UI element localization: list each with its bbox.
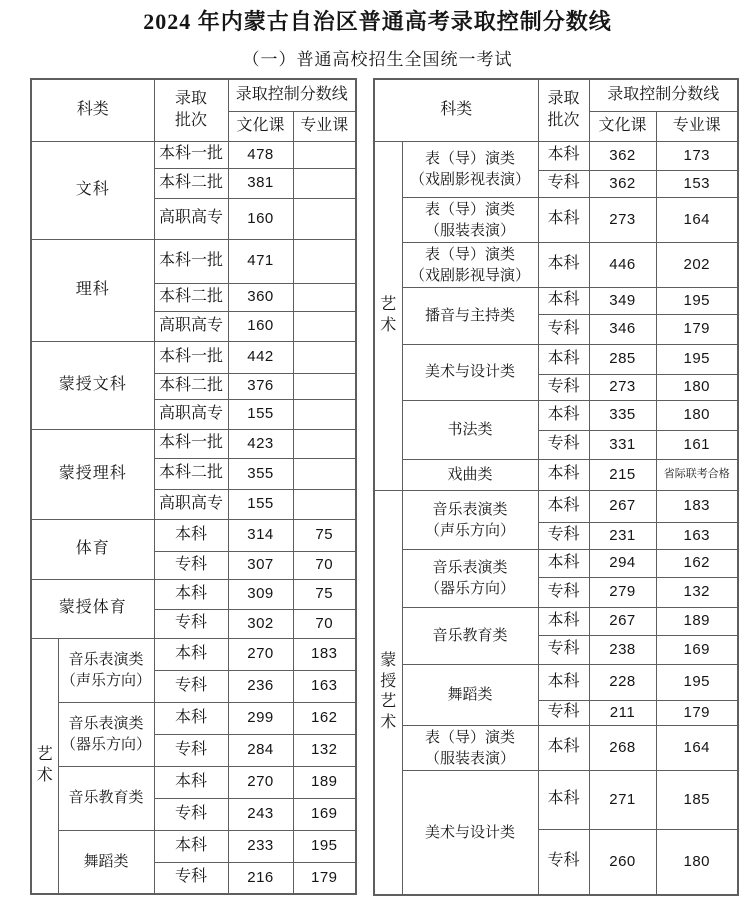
major-cell: 195 [656, 287, 738, 314]
major-cell: 70 [293, 551, 356, 579]
culture-cell: 284 [228, 734, 293, 766]
major-cell: 省际联考合格 [656, 459, 738, 490]
batch-cell: 本科 [154, 830, 228, 862]
major-cell: 195 [656, 664, 738, 700]
culture-cell: 273 [589, 197, 656, 242]
category-line2: （器乐方向） [61, 736, 152, 753]
culture-cell: 211 [589, 700, 656, 725]
category-cell [402, 197, 538, 242]
major-cell: 180 [656, 400, 738, 430]
major-cell [293, 373, 356, 399]
header-score-line: 录取控制分数线 [589, 79, 738, 111]
category-line1: 表（导）演类 [425, 245, 516, 263]
batch-cell: 专科 [154, 670, 228, 702]
batch-cell: 专科 [154, 551, 228, 579]
left-score-table [30, 78, 357, 895]
culture-cell: 228 [589, 664, 656, 700]
culture-cell: 302 [228, 609, 293, 638]
culture-cell: 273 [589, 374, 656, 400]
category-line2: （戏剧影视表演） [410, 171, 531, 188]
category-line2: （声乐方向） [425, 521, 516, 539]
subject-cell: 蒙授文科 [31, 341, 154, 429]
header-major: 专业课 [293, 111, 356, 141]
major-cell: 189 [293, 766, 356, 798]
culture-cell: 285 [589, 344, 656, 374]
batch-cell: 专科 [538, 374, 589, 400]
culture-cell: 381 [228, 168, 293, 198]
category-line1: 音乐表演类 [432, 500, 508, 518]
major-cell: 195 [656, 344, 738, 374]
page-subtitle: （一）普通高校招生全国统一考试 [242, 50, 513, 69]
batch-cell: 专科 [538, 314, 589, 344]
category-cell: 舞蹈类 [402, 664, 538, 725]
culture-cell: 270 [228, 766, 293, 798]
category-line2: （服装表演） [425, 749, 516, 767]
category-line1: 音乐表演类 [68, 715, 144, 732]
batch-cell: 本科 [154, 638, 228, 670]
header-batch-line2: 批次 [175, 112, 208, 130]
batch-cell: 高职高专 [154, 198, 228, 239]
major-cell: 180 [656, 829, 738, 895]
major-cell [293, 239, 356, 283]
major-cell: 132 [656, 577, 738, 607]
category-line2: （器乐方向） [425, 580, 516, 597]
batch-cell: 本科 [538, 607, 589, 635]
culture-cell: 268 [589, 725, 656, 770]
header-score-line: 录取控制分数线 [228, 79, 356, 111]
batch-cell: 本科二批 [154, 458, 228, 489]
batch-cell: 本科二批 [154, 168, 228, 198]
batch-cell: 本科 [154, 766, 228, 798]
header-culture: 文化课 [589, 111, 656, 141]
batch-cell: 专科 [154, 609, 228, 638]
category-line2: （声乐方向） [61, 672, 152, 689]
batch-cell: 本科 [538, 141, 589, 170]
culture-cell: 376 [228, 373, 293, 399]
culture-cell: 160 [228, 198, 293, 239]
batch-cell: 本科 [538, 725, 589, 770]
subject-cell: 体育 [31, 519, 154, 579]
subject-cell: 蒙授体育 [31, 579, 154, 638]
culture-cell: 335 [589, 400, 656, 430]
category-line1: 表（导）演类 [425, 200, 516, 218]
batch-cell: 本科 [154, 519, 228, 551]
major-cell [293, 283, 356, 311]
batch-cell: 专科 [538, 577, 589, 607]
major-cell: 189 [656, 607, 738, 635]
culture-cell: 331 [589, 430, 656, 459]
major-cell: 163 [656, 522, 738, 549]
header-batch [154, 79, 228, 141]
culture-cell: 155 [228, 489, 293, 519]
subject-cell: 文科 [31, 141, 154, 239]
culture-cell: 243 [228, 798, 293, 830]
batch-cell: 本科一批 [154, 141, 228, 168]
culture-cell: 299 [228, 702, 293, 734]
batch-cell: 高职高专 [154, 399, 228, 429]
major-cell [293, 429, 356, 458]
category-cell: 音乐教育类 [58, 766, 154, 830]
major-cell: 163 [293, 670, 356, 702]
batch-cell: 本科 [538, 197, 589, 242]
major-cell: 75 [293, 519, 356, 551]
batch-cell: 高职高专 [154, 311, 228, 341]
category-cell: 舞蹈类 [58, 830, 154, 894]
major-cell [293, 399, 356, 429]
category-cell [402, 490, 538, 549]
category-line1: 音乐表演类 [68, 651, 144, 668]
category-line1: 表（导）演类 [425, 150, 516, 167]
major-cell: 202 [656, 242, 738, 287]
culture-cell: 423 [228, 429, 293, 458]
major-cell: 185 [656, 770, 738, 829]
subject-cell-art: 艺术 [31, 638, 58, 894]
batch-cell: 专科 [538, 635, 589, 664]
batch-cell: 专科 [538, 170, 589, 197]
major-cell: 161 [656, 430, 738, 459]
category-cell: 戏曲类 [402, 459, 538, 490]
batch-cell: 本科一批 [154, 429, 228, 458]
culture-cell: 238 [589, 635, 656, 664]
major-cell [293, 141, 356, 168]
culture-cell: 233 [228, 830, 293, 862]
culture-cell: 362 [589, 141, 656, 170]
batch-cell: 本科 [154, 702, 228, 734]
subject-cell-art: 艺术 [374, 141, 402, 490]
category-cell [58, 638, 154, 702]
major-cell [293, 198, 356, 239]
batch-cell: 专科 [538, 829, 589, 895]
culture-cell: 260 [589, 829, 656, 895]
major-cell: 75 [293, 579, 356, 609]
batch-cell: 本科 [538, 400, 589, 430]
batch-cell: 本科二批 [154, 283, 228, 311]
culture-cell: 270 [228, 638, 293, 670]
culture-cell: 160 [228, 311, 293, 341]
batch-cell: 本科 [538, 242, 589, 287]
culture-cell: 442 [228, 341, 293, 373]
subject-cell: 理科 [31, 239, 154, 341]
category-cell: 美术与设计类 [402, 344, 538, 400]
category-line1: 表（导）演类 [425, 728, 516, 746]
major-cell: 153 [656, 170, 738, 197]
culture-cell: 236 [228, 670, 293, 702]
culture-cell: 446 [589, 242, 656, 287]
right-score-table [373, 78, 739, 896]
batch-cell: 专科 [538, 430, 589, 459]
category-cell [402, 141, 538, 197]
major-cell: 164 [656, 197, 738, 242]
category-cell [402, 725, 538, 770]
category-cell [402, 242, 538, 287]
culture-cell: 307 [228, 551, 293, 579]
batch-cell: 本科二批 [154, 373, 228, 399]
batch-cell: 专科 [538, 700, 589, 725]
page-title: 2024 年内蒙古自治区普通高考录取控制分数线 [143, 9, 612, 34]
major-cell: 164 [656, 725, 738, 770]
major-cell [293, 168, 356, 198]
subject-cell: 蒙授理科 [31, 429, 154, 519]
major-cell [293, 458, 356, 489]
batch-cell: 本科 [538, 287, 589, 314]
major-cell: 169 [656, 635, 738, 664]
culture-cell: 309 [228, 579, 293, 609]
category-line2: （戏剧影视导演） [410, 266, 531, 284]
category-cell: 音乐教育类 [402, 607, 538, 664]
major-cell: 179 [656, 700, 738, 725]
batch-cell: 专科 [538, 522, 589, 549]
major-cell: 162 [656, 549, 738, 577]
culture-cell: 216 [228, 862, 293, 894]
category-line1: 音乐表演类 [432, 559, 508, 576]
category-cell: 播音与主持类 [402, 287, 538, 344]
header-batch-line1: 录取 [175, 89, 208, 107]
category-line2: （服装表演） [425, 221, 516, 239]
batch-cell: 本科一批 [154, 239, 228, 283]
culture-cell: 267 [589, 490, 656, 522]
batch-cell: 本科 [538, 344, 589, 374]
subject-cell-mongolian-art: 蒙授艺术 [374, 490, 402, 895]
header-batch-line2: 批次 [547, 112, 580, 130]
batch-cell: 专科 [154, 798, 228, 830]
category-cell: 美术与设计类 [402, 770, 538, 895]
batch-cell: 本科 [538, 490, 589, 522]
major-cell: 162 [293, 702, 356, 734]
culture-cell: 471 [228, 239, 293, 283]
major-cell: 169 [293, 798, 356, 830]
culture-cell: 231 [589, 522, 656, 549]
major-cell: 173 [656, 141, 738, 170]
major-cell: 180 [656, 374, 738, 400]
major-cell: 179 [293, 862, 356, 894]
culture-cell: 279 [589, 577, 656, 607]
culture-cell: 355 [228, 458, 293, 489]
major-cell: 132 [293, 734, 356, 766]
major-cell [293, 341, 356, 373]
header-batch [538, 79, 589, 141]
batch-cell: 本科 [538, 549, 589, 577]
culture-cell: 362 [589, 170, 656, 197]
culture-cell: 267 [589, 607, 656, 635]
culture-cell: 155 [228, 399, 293, 429]
header-subject: 科类 [31, 79, 154, 141]
batch-cell: 专科 [154, 862, 228, 894]
major-cell: 179 [656, 314, 738, 344]
culture-cell: 271 [589, 770, 656, 829]
category-cell [402, 549, 538, 607]
header-major: 专业课 [656, 111, 738, 141]
culture-cell: 478 [228, 141, 293, 168]
batch-cell: 本科 [538, 770, 589, 829]
major-cell: 183 [293, 638, 356, 670]
header-culture: 文化课 [228, 111, 293, 141]
major-cell: 195 [293, 830, 356, 862]
batch-cell: 本科一批 [154, 341, 228, 373]
major-cell: 183 [656, 490, 738, 522]
culture-cell: 215 [589, 459, 656, 490]
batch-cell: 本科 [538, 664, 589, 700]
batch-cell: 专科 [154, 734, 228, 766]
header-batch-line1: 录取 [547, 89, 580, 107]
culture-cell: 360 [228, 283, 293, 311]
culture-cell: 294 [589, 549, 656, 577]
major-cell [293, 489, 356, 519]
batch-cell: 高职高专 [154, 489, 228, 519]
batch-cell: 本科 [154, 579, 228, 609]
culture-cell: 314 [228, 519, 293, 551]
header-subject: 科类 [374, 79, 538, 141]
culture-cell: 349 [589, 287, 656, 314]
major-cell [293, 311, 356, 341]
major-cell: 70 [293, 609, 356, 638]
culture-cell: 346 [589, 314, 656, 344]
category-cell [58, 702, 154, 766]
category-cell: 书法类 [402, 400, 538, 459]
batch-cell: 本科 [538, 459, 589, 490]
